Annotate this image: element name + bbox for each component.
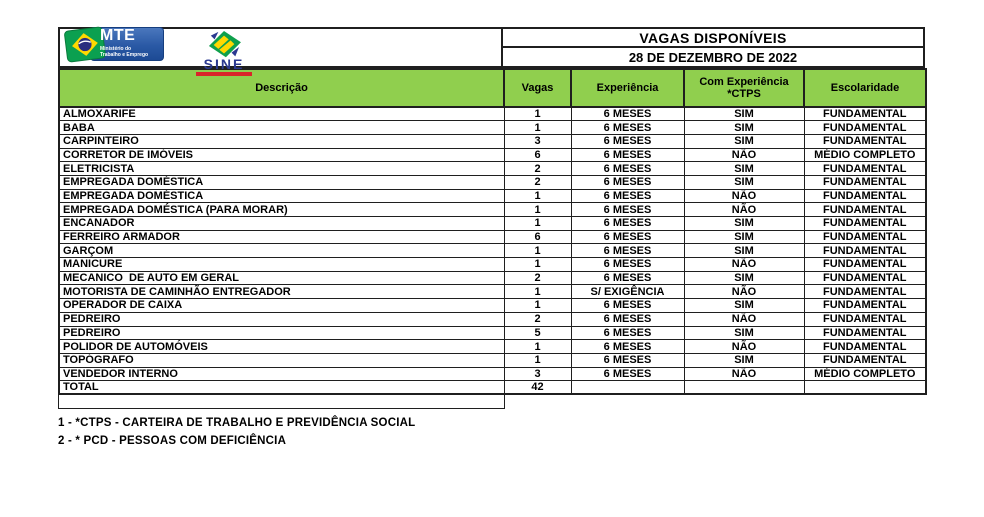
- cell-com-experiencia-ctps: SIM: [684, 217, 804, 231]
- cell-vagas: 42: [504, 381, 571, 395]
- cell-com-experiencia-ctps: SIM: [684, 299, 804, 313]
- cell-descricao: POLIDOR DE AUTOMÓVEIS: [59, 340, 504, 354]
- cell-com-experiencia-ctps: SIM: [684, 162, 804, 176]
- cell-vagas: 5: [504, 326, 571, 340]
- cell-com-experiencia-ctps: NÃO: [684, 312, 804, 326]
- cell-escolaridade: FUNDAMENTAL: [804, 312, 926, 326]
- cell-com-experiencia-ctps: NÃO: [684, 148, 804, 162]
- cell-descricao: VENDEDOR INTERNO: [59, 367, 504, 381]
- cell-vagas: 3: [504, 367, 571, 381]
- cell-vagas: 3: [504, 134, 571, 148]
- cell-experiencia: 6 MESES: [571, 148, 684, 162]
- cell-experiencia: 6 MESES: [571, 244, 684, 258]
- cell-vagas: 1: [504, 244, 571, 258]
- cell-com-experiencia-ctps: SIM: [684, 175, 804, 189]
- mte-wordmark: MTE: [100, 27, 136, 44]
- table-row: [59, 230, 926, 244]
- cell-experiencia: 6 MESES: [571, 134, 684, 148]
- sine-emblem-icon: [204, 30, 244, 58]
- cell-experiencia: 6 MESES: [571, 121, 684, 135]
- cell-escolaridade: FUNDAMENTAL: [804, 258, 926, 272]
- cell-descricao: EMPREGADA DOMÉSTICA: [59, 175, 504, 189]
- cell-experiencia: 6 MESES: [571, 326, 684, 340]
- cell-com-experiencia-ctps: [684, 381, 804, 395]
- top-band: [58, 27, 925, 73]
- cell-com-experiencia-ctps: NÃO: [684, 367, 804, 381]
- cell-vagas: 1: [504, 353, 571, 367]
- table-row: [59, 271, 926, 285]
- mte-logo: [64, 25, 164, 67]
- cell-descricao: ALMOXARIFE: [59, 107, 504, 121]
- table-row: [59, 244, 926, 258]
- cell-vagas: 1: [504, 107, 571, 121]
- column-header-com-experiencia-ctps: Com Experiência *CTPS: [684, 69, 804, 107]
- cell-escolaridade: FUNDAMENTAL: [804, 134, 926, 148]
- cell-escolaridade: FUNDAMENTAL: [804, 189, 926, 203]
- cell-com-experiencia-ctps: SIM: [684, 230, 804, 244]
- jobs-report-document: [58, 27, 925, 450]
- cell-vagas: 2: [504, 162, 571, 176]
- cell-vagas: 1: [504, 299, 571, 313]
- cell-descricao: ENCANADOR: [59, 217, 504, 231]
- cell-escolaridade: FUNDAMENTAL: [804, 299, 926, 313]
- cell-experiencia: 6 MESES: [571, 162, 684, 176]
- table-row: [59, 203, 926, 217]
- cell-experiencia: 6 MESES: [571, 258, 684, 272]
- cell-vagas: 1: [504, 189, 571, 203]
- cell-escolaridade: FUNDAMENTAL: [804, 340, 926, 354]
- cell-experiencia: 6 MESES: [571, 230, 684, 244]
- table-row: [59, 162, 926, 176]
- table-row: [59, 299, 926, 313]
- cell-experiencia: 6 MESES: [571, 189, 684, 203]
- cell-com-experiencia-ctps: SIM: [684, 353, 804, 367]
- table-row: [59, 175, 926, 189]
- cell-vagas: 1: [504, 121, 571, 135]
- cell-vagas: 6: [504, 230, 571, 244]
- cell-experiencia: 6 MESES: [571, 217, 684, 231]
- cell-descricao: MECANICO DE AUTO EM GERAL: [59, 271, 504, 285]
- cell-escolaridade: [804, 381, 926, 395]
- table-row: [59, 189, 926, 203]
- cell-experiencia: 6 MESES: [571, 367, 684, 381]
- cell-descricao: PEDREIRO: [59, 326, 504, 340]
- cell-vagas: 2: [504, 312, 571, 326]
- column-header-row: [59, 69, 926, 107]
- table-row: [59, 148, 926, 162]
- cell-descricao: CORRETOR DE IMÓVEIS: [59, 148, 504, 162]
- cell-com-experiencia-ctps: SIM: [684, 107, 804, 121]
- cell-escolaridade: FUNDAMENTAL: [804, 326, 926, 340]
- cell-experiencia: 6 MESES: [571, 107, 684, 121]
- cell-experiencia: 6 MESES: [571, 271, 684, 285]
- cell-descricao: CARPINTEIRO: [59, 134, 504, 148]
- cell-escolaridade: FUNDAMENTAL: [804, 107, 926, 121]
- cell-vagas: 1: [504, 285, 571, 299]
- logos-cell: [58, 27, 503, 73]
- cell-escolaridade: FUNDAMENTAL: [804, 203, 926, 217]
- table-row: [59, 258, 926, 272]
- cell-escolaridade: FUNDAMENTAL: [804, 121, 926, 135]
- cell-vagas: 6: [504, 148, 571, 162]
- table-row: [59, 134, 926, 148]
- table-row: [59, 107, 926, 121]
- vacancies-table: [58, 68, 927, 395]
- cell-escolaridade: FUNDAMENTAL: [804, 217, 926, 231]
- table-row: [59, 367, 926, 381]
- cell-com-experiencia-ctps: NÃO: [684, 285, 804, 299]
- footnote-ctps: 1 - *CTPS - CARTEIRA DE TRABALHO E PREVIDÊNCIA SOCIAL: [58, 417, 416, 430]
- cell-com-experiencia-ctps: NÃO: [684, 258, 804, 272]
- cell-experiencia: [571, 381, 684, 395]
- cell-descricao: MANICURE: [59, 258, 504, 272]
- cell-descricao: FERREIRO ARMADOR: [59, 230, 504, 244]
- cell-experiencia: 6 MESES: [571, 203, 684, 217]
- cell-escolaridade: FUNDAMENTAL: [804, 162, 926, 176]
- table-row: [59, 312, 926, 326]
- cell-com-experiencia-ctps: NÃO: [684, 340, 804, 354]
- cell-descricao: EMPREGADA DOMÉSTICA: [59, 189, 504, 203]
- column-header-escolaridade: Escolaridade: [804, 69, 926, 107]
- cell-descricao: OPERADOR DE CAIXA: [59, 299, 504, 313]
- table-row: [59, 121, 926, 135]
- cell-descricao: ELETRICISTA: [59, 162, 504, 176]
- column-header-descricao: Descrição: [59, 69, 504, 107]
- cell-descricao: GARÇOM: [59, 244, 504, 258]
- column-header-vagas: Vagas: [504, 69, 571, 107]
- table-row: [59, 340, 926, 354]
- title-block: [503, 27, 925, 68]
- cell-experiencia: 6 MESES: [571, 312, 684, 326]
- cell-com-experiencia-ctps: SIM: [684, 121, 804, 135]
- cell-com-experiencia-ctps: NÃO: [684, 203, 804, 217]
- cell-experiencia: 6 MESES: [571, 299, 684, 313]
- cell-vagas: 1: [504, 258, 571, 272]
- cell-experiencia: S/ EXIGÊNCIA: [571, 285, 684, 299]
- cell-experiencia: 6 MESES: [571, 175, 684, 189]
- table-row: [59, 326, 926, 340]
- cell-descricao: TOPÓGRAFO: [59, 353, 504, 367]
- table-row: [59, 285, 926, 299]
- cell-vagas: 1: [504, 340, 571, 354]
- cell-com-experiencia-ctps: SIM: [684, 134, 804, 148]
- cell-descricao: BABA: [59, 121, 504, 135]
- cell-escolaridade: MÉDIO COMPLETO: [804, 367, 926, 381]
- cell-descricao: TOTAL: [59, 381, 504, 395]
- cell-experiencia: 6 MESES: [571, 340, 684, 354]
- cell-com-experiencia-ctps: SIM: [684, 244, 804, 258]
- cell-escolaridade: FUNDAMENTAL: [804, 244, 926, 258]
- table-row: [59, 353, 926, 367]
- cell-escolaridade: FUNDAMENTAL: [804, 230, 926, 244]
- report-title: VAGAS DISPONÍVEIS: [503, 27, 925, 48]
- sine-logo: [192, 30, 256, 76]
- cell-experiencia: 6 MESES: [571, 353, 684, 367]
- empty-tail-cell: [58, 395, 505, 409]
- cell-com-experiencia-ctps: NÃO: [684, 189, 804, 203]
- column-header-experiencia: Experiência: [571, 69, 684, 107]
- cell-vagas: 1: [504, 217, 571, 231]
- sine-red-strip: [196, 72, 252, 76]
- cell-com-experiencia-ctps: SIM: [684, 271, 804, 285]
- cell-descricao: EMPREGADA DOMÉSTICA (PARA MORAR): [59, 203, 504, 217]
- footnote-pcd: 2 - * PCD - PESSOAS COM DEFICIÊNCIA: [58, 435, 287, 448]
- cell-escolaridade: FUNDAMENTAL: [804, 353, 926, 367]
- sine-wordmark: SINE: [203, 56, 245, 73]
- cell-descricao: PEDREIRO: [59, 312, 504, 326]
- total-row: [59, 381, 926, 395]
- cell-vagas: 1: [504, 203, 571, 217]
- cell-escolaridade: MÉDIO COMPLETO: [804, 148, 926, 162]
- cell-vagas: 2: [504, 175, 571, 189]
- footnotes: [58, 414, 925, 450]
- cell-com-experiencia-ctps: SIM: [684, 326, 804, 340]
- cell-escolaridade: FUNDAMENTAL: [804, 271, 926, 285]
- cell-descricao: MOTORISTA DE CAMINHÃO ENTREGADOR: [59, 285, 504, 299]
- cell-vagas: 2: [504, 271, 571, 285]
- cell-escolaridade: FUNDAMENTAL: [804, 285, 926, 299]
- report-date: 28 DE DEZEMBRO DE 2022: [503, 48, 925, 68]
- table-row: [59, 217, 926, 231]
- cell-escolaridade: FUNDAMENTAL: [804, 175, 926, 189]
- mte-ministry-label: Ministério do Trabalho e Emprego: [100, 46, 149, 58]
